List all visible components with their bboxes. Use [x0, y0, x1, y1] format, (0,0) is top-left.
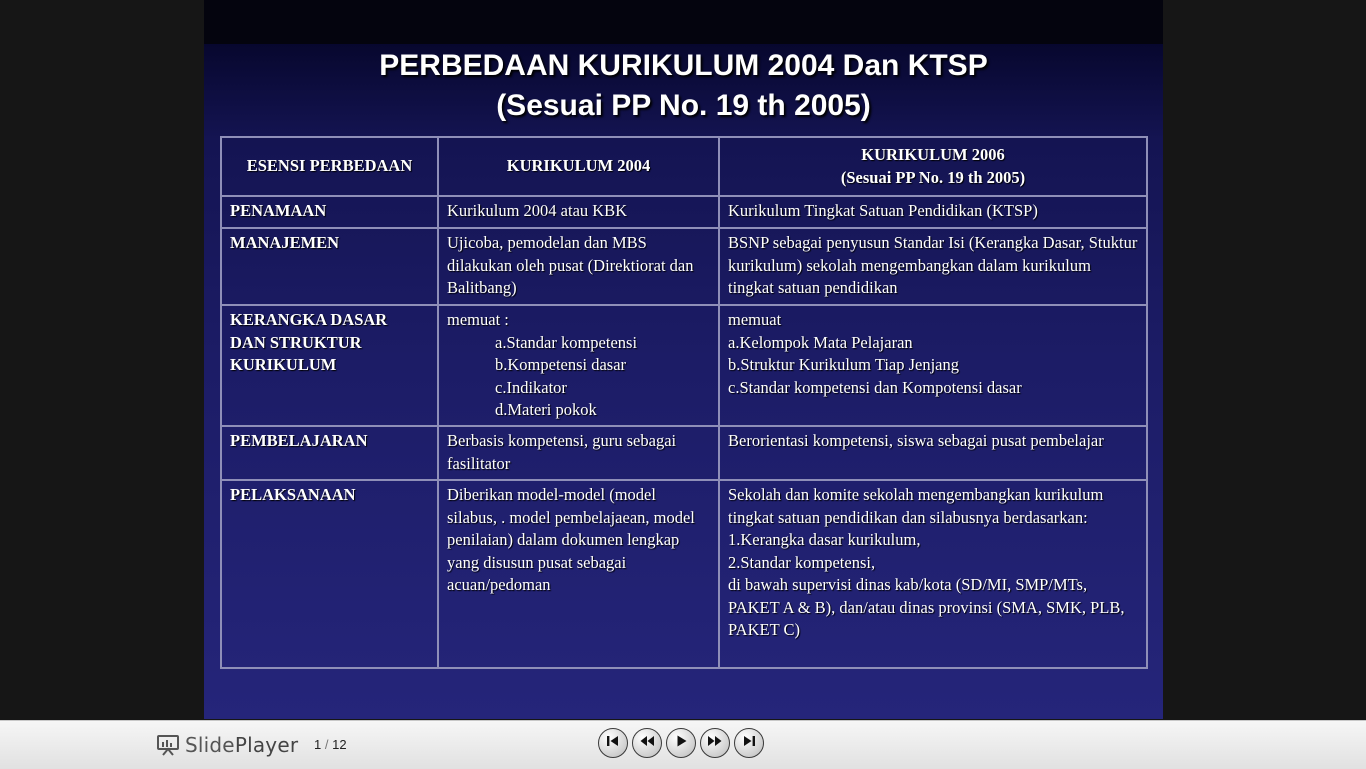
- previous-slide-button[interactable]: [632, 728, 662, 758]
- row-label: MANAJEMEN: [221, 228, 438, 305]
- list-item: a.Standar kompetensi: [495, 332, 638, 352]
- list-item: d.Materi pokok: [495, 400, 597, 419]
- row-label-line: KERANGKA DASAR: [230, 310, 388, 329]
- header-esensi: ESENSI PERBEDAAN: [221, 137, 438, 196]
- row-label: [221, 305, 438, 426]
- brand-slide: Slide: [185, 733, 235, 757]
- slide-title-line1: PERBEDAAN KURIKULUM 2004 Dan KTSP: [379, 49, 988, 82]
- list-item: c.Standar kompetensi dan Kompotensi dasar: [728, 377, 1022, 397]
- last-slide-icon: [740, 732, 758, 755]
- cell-intro: memuat: [728, 310, 782, 329]
- slide: [204, 0, 1163, 719]
- cell-line: Sekolah dan komite sekolah mengembangkan kurikulum tingkat satuan pendidikan dan silabusnya berdasarkan:: [728, 485, 1104, 527]
- table-row: [221, 480, 1147, 668]
- first-slide-icon: [604, 732, 622, 755]
- header-kurikulum-2006-line2: (Sesuai PP No. 19 th 2005): [840, 167, 1026, 187]
- row-label: PEMBELAJARAN: [221, 426, 438, 480]
- row-label-line: KURIKULUM: [230, 355, 337, 374]
- table-row: [221, 305, 1147, 426]
- total-pages: 12: [332, 737, 347, 752]
- last-slide-button[interactable]: [734, 728, 764, 758]
- cell-2004: Diberikan model-model (model silabus, . model pembelajaean, model penilaian) dalam dokumen lengkap yang disusun pusat sebagai acuan/pedoman: [438, 480, 719, 668]
- table-row: [221, 228, 1147, 305]
- header-kurikulum-2006-line1: KURIKULUM 2006: [861, 145, 1005, 164]
- next-slide-icon: [706, 732, 724, 755]
- next-slide-button[interactable]: [700, 728, 730, 758]
- table-row: [221, 426, 1147, 480]
- cell-2004: Kurikulum 2004 atau KBK: [438, 196, 719, 228]
- header-kurikulum-2006: [719, 137, 1147, 196]
- list-item: a.Kelompok Mata Pelajaran: [728, 332, 913, 352]
- cell-2006: [719, 480, 1147, 668]
- brand-player: Player: [234, 733, 299, 757]
- cell-line: 1.Kerangka dasar kurikulum,: [728, 530, 921, 549]
- cell-2006: Berorientasi kompetensi, siswa sebagai pusat pembelajar: [719, 426, 1147, 480]
- header-kurikulum-2004: KURIKULUM 2004: [438, 137, 719, 196]
- play-button[interactable]: [666, 728, 696, 758]
- cell-2004: Ujicoba, pemodelan dan MBS dilakukan oleh pusat (Direktiorat dan Balitbang): [438, 228, 719, 305]
- brand-name: [185, 733, 298, 757]
- list-item: b.Kompetensi dasar: [495, 355, 627, 374]
- row-label-line: DAN STRUKTUR: [230, 332, 362, 352]
- slide-title: [204, 46, 1163, 126]
- previous-slide-icon: [638, 732, 656, 755]
- cell-2004: [438, 305, 719, 426]
- presentation-board-icon: [156, 733, 180, 757]
- comparison-table: [220, 136, 1148, 669]
- list-item: c.Indikator: [495, 377, 567, 397]
- cell-intro: memuat :: [447, 310, 509, 329]
- slide-title-line2: (Sesuai PP No. 19 th 2005): [496, 89, 871, 122]
- playback-controls: [598, 728, 764, 758]
- cell-line: di bawah supervisi dinas kab/kota (SD/MI, SMP/MTs, PAKET A & B), dan/atau dinas provinsi (SMA, SMK, PLB, PAKET C): [728, 575, 1125, 639]
- cell-line: 2.Standar kompetensi,: [728, 552, 876, 572]
- list-item: b.Struktur Kurikulum Tiap Jenjang: [728, 355, 960, 374]
- page-separator: /: [324, 737, 329, 752]
- cell-2006: BSNP sebagai penyusun Standar Isi (Kerangka Dasar, Stuktur kurikulum) sekolah mengembangkan dalam kurikulum tingkat satuan pendidikan: [719, 228, 1147, 305]
- current-page: 1: [314, 737, 322, 752]
- cell-2006: Kurikulum Tingkat Satuan Pendidikan (KTSP): [719, 196, 1147, 228]
- cell-2006: [719, 305, 1147, 426]
- slideplayer-logo[interactable]: [156, 731, 298, 759]
- first-slide-button[interactable]: [598, 728, 628, 758]
- cell-2004: Berbasis kompetensi, guru sebagai fasilitator: [438, 426, 719, 480]
- play-icon: [672, 732, 690, 755]
- slide-top-band: [204, 0, 1163, 44]
- row-label: PELAKSANAAN: [221, 480, 438, 668]
- page-indicator: [314, 737, 347, 752]
- table-row: [221, 196, 1147, 228]
- table-header-row: [221, 137, 1147, 196]
- row-label: PENAMAAN: [221, 196, 438, 228]
